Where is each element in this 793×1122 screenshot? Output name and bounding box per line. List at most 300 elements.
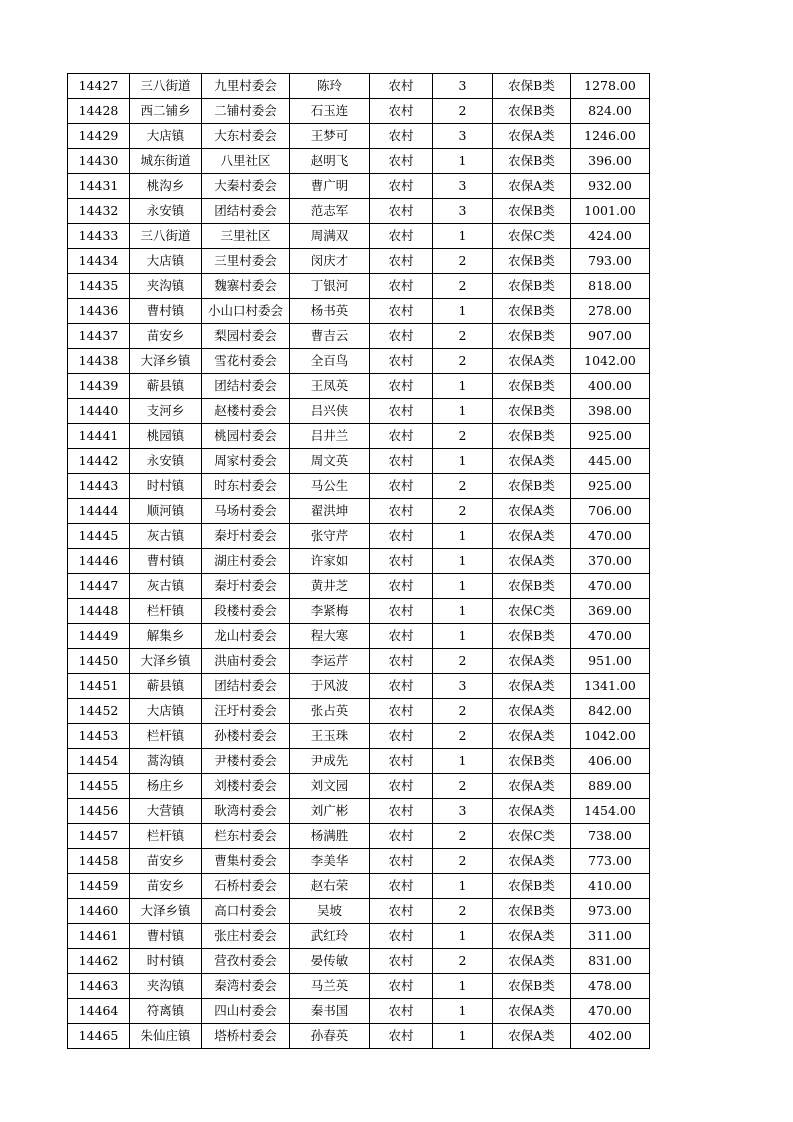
member-count-cell: 2 bbox=[433, 824, 493, 849]
table-row bbox=[68, 699, 650, 724]
household-type-cell: 农村 bbox=[370, 1024, 433, 1049]
member-count-cell: 2 bbox=[433, 274, 493, 299]
village-cell: 洪庙村委会 bbox=[202, 649, 290, 674]
member-count-cell: 1 bbox=[433, 749, 493, 774]
village-cell: 四山村委会 bbox=[202, 999, 290, 1024]
name-cell: 翟洪坤 bbox=[290, 499, 370, 524]
amount-cell: 369.00 bbox=[571, 599, 650, 624]
insurance-category-cell: 农保A类 bbox=[493, 649, 571, 674]
amount-cell: 907.00 bbox=[571, 324, 650, 349]
village-cell: 尹楼村委会 bbox=[202, 749, 290, 774]
household-type-cell: 农村 bbox=[370, 474, 433, 499]
household-type-cell: 农村 bbox=[370, 149, 433, 174]
amount-cell: 370.00 bbox=[571, 549, 650, 574]
village-cell: 赵楼村委会 bbox=[202, 399, 290, 424]
township-cell: 永安镇 bbox=[130, 449, 202, 474]
township-cell: 时村镇 bbox=[130, 949, 202, 974]
record-id-cell: 14451 bbox=[68, 674, 130, 699]
household-type-cell: 农村 bbox=[370, 674, 433, 699]
name-cell: 李运芹 bbox=[290, 649, 370, 674]
village-cell: 高口村委会 bbox=[202, 899, 290, 924]
insurance-category-cell: 农保B类 bbox=[493, 574, 571, 599]
member-count-cell: 1 bbox=[433, 624, 493, 649]
record-id-cell: 14430 bbox=[68, 149, 130, 174]
member-count-cell: 1 bbox=[433, 449, 493, 474]
table-row bbox=[68, 1024, 650, 1049]
amount-cell: 396.00 bbox=[571, 149, 650, 174]
name-cell: 于风波 bbox=[290, 674, 370, 699]
township-cell: 栏杆镇 bbox=[130, 724, 202, 749]
household-type-cell: 农村 bbox=[370, 874, 433, 899]
roster-table-body bbox=[68, 74, 650, 1049]
township-cell: 桃园镇 bbox=[130, 424, 202, 449]
table-row bbox=[68, 224, 650, 249]
member-count-cell: 1 bbox=[433, 224, 493, 249]
household-type-cell: 农村 bbox=[370, 174, 433, 199]
table-row bbox=[68, 624, 650, 649]
amount-cell: 824.00 bbox=[571, 99, 650, 124]
amount-cell: 842.00 bbox=[571, 699, 650, 724]
village-cell: 张庄村委会 bbox=[202, 924, 290, 949]
name-cell: 刘广彬 bbox=[290, 799, 370, 824]
amount-cell: 793.00 bbox=[571, 249, 650, 274]
table-row bbox=[68, 474, 650, 499]
table-row bbox=[68, 199, 650, 224]
record-id-cell: 14438 bbox=[68, 349, 130, 374]
household-type-cell: 农村 bbox=[370, 924, 433, 949]
member-count-cell: 2 bbox=[433, 849, 493, 874]
household-type-cell: 农村 bbox=[370, 74, 433, 99]
village-cell: 梨园村委会 bbox=[202, 324, 290, 349]
household-type-cell: 农村 bbox=[370, 424, 433, 449]
village-cell: 大东村委会 bbox=[202, 124, 290, 149]
record-id-cell: 14434 bbox=[68, 249, 130, 274]
record-id-cell: 14462 bbox=[68, 949, 130, 974]
name-cell: 张守芹 bbox=[290, 524, 370, 549]
amount-cell: 1042.00 bbox=[571, 724, 650, 749]
amount-cell: 1278.00 bbox=[571, 74, 650, 99]
township-cell: 大店镇 bbox=[130, 249, 202, 274]
township-cell: 时村镇 bbox=[130, 474, 202, 499]
record-id-cell: 14427 bbox=[68, 74, 130, 99]
amount-cell: 831.00 bbox=[571, 949, 650, 974]
village-cell: 龙山村委会 bbox=[202, 624, 290, 649]
record-id-cell: 14431 bbox=[68, 174, 130, 199]
record-id-cell: 14457 bbox=[68, 824, 130, 849]
amount-cell: 424.00 bbox=[571, 224, 650, 249]
township-cell: 三八街道 bbox=[130, 224, 202, 249]
insurance-category-cell: 农保B类 bbox=[493, 249, 571, 274]
household-type-cell: 农村 bbox=[370, 824, 433, 849]
name-cell: 武红玲 bbox=[290, 924, 370, 949]
village-cell: 小山口村委会 bbox=[202, 299, 290, 324]
amount-cell: 889.00 bbox=[571, 774, 650, 799]
insurance-category-cell: 农保B类 bbox=[493, 374, 571, 399]
amount-cell: 738.00 bbox=[571, 824, 650, 849]
member-count-cell: 3 bbox=[433, 674, 493, 699]
member-count-cell: 2 bbox=[433, 424, 493, 449]
household-type-cell: 农村 bbox=[370, 974, 433, 999]
member-count-cell: 1 bbox=[433, 299, 493, 324]
name-cell: 吕井兰 bbox=[290, 424, 370, 449]
insurance-category-cell: 农保A类 bbox=[493, 924, 571, 949]
insurance-category-cell: 农保A类 bbox=[493, 999, 571, 1024]
household-type-cell: 农村 bbox=[370, 799, 433, 824]
village-cell: 耿湾村委会 bbox=[202, 799, 290, 824]
amount-cell: 925.00 bbox=[571, 424, 650, 449]
name-cell: 李美华 bbox=[290, 849, 370, 874]
township-cell: 大营镇 bbox=[130, 799, 202, 824]
village-cell: 魏寨村委会 bbox=[202, 274, 290, 299]
village-cell: 刘楼村委会 bbox=[202, 774, 290, 799]
record-id-cell: 14433 bbox=[68, 224, 130, 249]
village-cell: 湖庄村委会 bbox=[202, 549, 290, 574]
record-id-cell: 14446 bbox=[68, 549, 130, 574]
table-row bbox=[68, 299, 650, 324]
village-cell: 八里社区 bbox=[202, 149, 290, 174]
amount-cell: 406.00 bbox=[571, 749, 650, 774]
table-row bbox=[68, 874, 650, 899]
insurance-category-cell: 农保B类 bbox=[493, 899, 571, 924]
member-count-cell: 3 bbox=[433, 124, 493, 149]
household-type-cell: 农村 bbox=[370, 999, 433, 1024]
table-row bbox=[68, 524, 650, 549]
table-row bbox=[68, 849, 650, 874]
member-count-cell: 1 bbox=[433, 549, 493, 574]
township-cell: 曹村镇 bbox=[130, 549, 202, 574]
member-count-cell: 3 bbox=[433, 799, 493, 824]
insurance-category-cell: 农保B类 bbox=[493, 974, 571, 999]
member-count-cell: 2 bbox=[433, 499, 493, 524]
household-type-cell: 农村 bbox=[370, 699, 433, 724]
amount-cell: 951.00 bbox=[571, 649, 650, 674]
village-cell: 桃园村委会 bbox=[202, 424, 290, 449]
record-id-cell: 14465 bbox=[68, 1024, 130, 1049]
table-row bbox=[68, 424, 650, 449]
township-cell: 桃沟乡 bbox=[130, 174, 202, 199]
insurance-category-cell: 农保A类 bbox=[493, 449, 571, 474]
record-id-cell: 14449 bbox=[68, 624, 130, 649]
village-cell: 团结村委会 bbox=[202, 199, 290, 224]
household-type-cell: 农村 bbox=[370, 549, 433, 574]
roster-table bbox=[67, 73, 650, 1049]
township-cell: 符离镇 bbox=[130, 999, 202, 1024]
name-cell: 杨满胜 bbox=[290, 824, 370, 849]
household-type-cell: 农村 bbox=[370, 374, 433, 399]
name-cell: 丁银河 bbox=[290, 274, 370, 299]
table-row bbox=[68, 99, 650, 124]
township-cell: 大泽乡镇 bbox=[130, 649, 202, 674]
insurance-category-cell: 农保C类 bbox=[493, 599, 571, 624]
member-count-cell: 3 bbox=[433, 74, 493, 99]
household-type-cell: 农村 bbox=[370, 449, 433, 474]
township-cell: 曹村镇 bbox=[130, 299, 202, 324]
record-id-cell: 14455 bbox=[68, 774, 130, 799]
township-cell: 杨庄乡 bbox=[130, 774, 202, 799]
member-count-cell: 1 bbox=[433, 924, 493, 949]
village-cell: 营孜村委会 bbox=[202, 949, 290, 974]
table-row bbox=[68, 649, 650, 674]
household-type-cell: 农村 bbox=[370, 399, 433, 424]
record-id-cell: 14459 bbox=[68, 874, 130, 899]
township-cell: 三八街道 bbox=[130, 74, 202, 99]
household-type-cell: 农村 bbox=[370, 199, 433, 224]
table-row bbox=[68, 749, 650, 774]
insurance-category-cell: 农保A类 bbox=[493, 774, 571, 799]
member-count-cell: 2 bbox=[433, 474, 493, 499]
table-row bbox=[68, 449, 650, 474]
name-cell: 曹广明 bbox=[290, 174, 370, 199]
name-cell: 赵右荣 bbox=[290, 874, 370, 899]
record-id-cell: 14443 bbox=[68, 474, 130, 499]
insurance-category-cell: 农保A类 bbox=[493, 799, 571, 824]
village-cell: 石桥村委会 bbox=[202, 874, 290, 899]
insurance-category-cell: 农保A类 bbox=[493, 1024, 571, 1049]
amount-cell: 1341.00 bbox=[571, 674, 650, 699]
name-cell: 赵明飞 bbox=[290, 149, 370, 174]
insurance-category-cell: 农保C类 bbox=[493, 224, 571, 249]
household-type-cell: 农村 bbox=[370, 949, 433, 974]
township-cell: 大泽乡镇 bbox=[130, 349, 202, 374]
table-row bbox=[68, 574, 650, 599]
table-row bbox=[68, 249, 650, 274]
village-cell: 大秦村委会 bbox=[202, 174, 290, 199]
member-count-cell: 1 bbox=[433, 999, 493, 1024]
township-cell: 蕲县镇 bbox=[130, 374, 202, 399]
name-cell: 周文英 bbox=[290, 449, 370, 474]
insurance-category-cell: 农保A类 bbox=[493, 849, 571, 874]
household-type-cell: 农村 bbox=[370, 599, 433, 624]
member-count-cell: 1 bbox=[433, 374, 493, 399]
insurance-category-cell: 农保A类 bbox=[493, 549, 571, 574]
name-cell: 杨书英 bbox=[290, 299, 370, 324]
name-cell: 刘文园 bbox=[290, 774, 370, 799]
table-row bbox=[68, 499, 650, 524]
insurance-category-cell: 农保A类 bbox=[493, 724, 571, 749]
village-cell: 时东村委会 bbox=[202, 474, 290, 499]
amount-cell: 470.00 bbox=[571, 624, 650, 649]
member-count-cell: 1 bbox=[433, 599, 493, 624]
insurance-category-cell: 农保A类 bbox=[493, 349, 571, 374]
village-cell: 周家村委会 bbox=[202, 449, 290, 474]
table-row bbox=[68, 124, 650, 149]
household-type-cell: 农村 bbox=[370, 299, 433, 324]
insurance-category-cell: 农保B类 bbox=[493, 149, 571, 174]
amount-cell: 478.00 bbox=[571, 974, 650, 999]
record-id-cell: 14447 bbox=[68, 574, 130, 599]
member-count-cell: 2 bbox=[433, 324, 493, 349]
township-cell: 灰古镇 bbox=[130, 574, 202, 599]
township-cell: 蕲县镇 bbox=[130, 674, 202, 699]
record-id-cell: 14452 bbox=[68, 699, 130, 724]
name-cell: 尹成先 bbox=[290, 749, 370, 774]
amount-cell: 925.00 bbox=[571, 474, 650, 499]
amount-cell: 470.00 bbox=[571, 524, 650, 549]
township-cell: 大店镇 bbox=[130, 699, 202, 724]
insurance-category-cell: 农保B类 bbox=[493, 74, 571, 99]
household-type-cell: 农村 bbox=[370, 849, 433, 874]
name-cell: 周满双 bbox=[290, 224, 370, 249]
village-cell: 三里社区 bbox=[202, 224, 290, 249]
record-id-cell: 14458 bbox=[68, 849, 130, 874]
record-id-cell: 14440 bbox=[68, 399, 130, 424]
household-type-cell: 农村 bbox=[370, 224, 433, 249]
insurance-category-cell: 农保B类 bbox=[493, 624, 571, 649]
village-cell: 秦湾村委会 bbox=[202, 974, 290, 999]
record-id-cell: 14442 bbox=[68, 449, 130, 474]
township-cell: 苗安乡 bbox=[130, 874, 202, 899]
record-id-cell: 14439 bbox=[68, 374, 130, 399]
record-id-cell: 14429 bbox=[68, 124, 130, 149]
insurance-category-cell: 农保A类 bbox=[493, 674, 571, 699]
insurance-category-cell: 农保B类 bbox=[493, 199, 571, 224]
amount-cell: 402.00 bbox=[571, 1024, 650, 1049]
insurance-category-cell: 农保A类 bbox=[493, 524, 571, 549]
village-cell: 汪圩村委会 bbox=[202, 699, 290, 724]
table-row bbox=[68, 174, 650, 199]
record-id-cell: 14428 bbox=[68, 99, 130, 124]
name-cell: 孙春英 bbox=[290, 1024, 370, 1049]
record-id-cell: 14436 bbox=[68, 299, 130, 324]
township-cell: 朱仙庄镇 bbox=[130, 1024, 202, 1049]
member-count-cell: 2 bbox=[433, 649, 493, 674]
member-count-cell: 1 bbox=[433, 974, 493, 999]
table-row bbox=[68, 149, 650, 174]
township-cell: 大店镇 bbox=[130, 124, 202, 149]
insurance-category-cell: 农保A类 bbox=[493, 124, 571, 149]
township-cell: 解集乡 bbox=[130, 624, 202, 649]
insurance-category-cell: 农保B类 bbox=[493, 874, 571, 899]
member-count-cell: 2 bbox=[433, 774, 493, 799]
member-count-cell: 2 bbox=[433, 699, 493, 724]
member-count-cell: 2 bbox=[433, 99, 493, 124]
name-cell: 马兰英 bbox=[290, 974, 370, 999]
record-id-cell: 14464 bbox=[68, 999, 130, 1024]
amount-cell: 1001.00 bbox=[571, 199, 650, 224]
insurance-category-cell: 农保B类 bbox=[493, 299, 571, 324]
table-row bbox=[68, 274, 650, 299]
village-cell: 九里村委会 bbox=[202, 74, 290, 99]
amount-cell: 1246.00 bbox=[571, 124, 650, 149]
table-row bbox=[68, 399, 650, 424]
member-count-cell: 1 bbox=[433, 574, 493, 599]
amount-cell: 1042.00 bbox=[571, 349, 650, 374]
record-id-cell: 14435 bbox=[68, 274, 130, 299]
table-row bbox=[68, 774, 650, 799]
township-cell: 栏杆镇 bbox=[130, 824, 202, 849]
village-cell: 雪花村委会 bbox=[202, 349, 290, 374]
name-cell: 石玉连 bbox=[290, 99, 370, 124]
household-type-cell: 农村 bbox=[370, 99, 433, 124]
amount-cell: 932.00 bbox=[571, 174, 650, 199]
member-count-cell: 3 bbox=[433, 174, 493, 199]
record-id-cell: 14453 bbox=[68, 724, 130, 749]
record-id-cell: 14437 bbox=[68, 324, 130, 349]
township-cell: 蒿沟镇 bbox=[130, 749, 202, 774]
name-cell: 李紧梅 bbox=[290, 599, 370, 624]
household-type-cell: 农村 bbox=[370, 774, 433, 799]
name-cell: 曹吉云 bbox=[290, 324, 370, 349]
member-count-cell: 2 bbox=[433, 349, 493, 374]
township-cell: 大泽乡镇 bbox=[130, 899, 202, 924]
household-type-cell: 农村 bbox=[370, 649, 433, 674]
village-cell: 段楼村委会 bbox=[202, 599, 290, 624]
village-cell: 二铺村委会 bbox=[202, 99, 290, 124]
name-cell: 黄井芝 bbox=[290, 574, 370, 599]
name-cell: 晏传敏 bbox=[290, 949, 370, 974]
village-cell: 栏东村委会 bbox=[202, 824, 290, 849]
household-type-cell: 农村 bbox=[370, 749, 433, 774]
amount-cell: 470.00 bbox=[571, 999, 650, 1024]
amount-cell: 973.00 bbox=[571, 899, 650, 924]
name-cell: 许家如 bbox=[290, 549, 370, 574]
name-cell: 王梦可 bbox=[290, 124, 370, 149]
amount-cell: 400.00 bbox=[571, 374, 650, 399]
record-id-cell: 14450 bbox=[68, 649, 130, 674]
household-type-cell: 农村 bbox=[370, 349, 433, 374]
name-cell: 陈玲 bbox=[290, 74, 370, 99]
table-row bbox=[68, 324, 650, 349]
township-cell: 西二铺乡 bbox=[130, 99, 202, 124]
township-cell: 栏杆镇 bbox=[130, 599, 202, 624]
amount-cell: 311.00 bbox=[571, 924, 650, 949]
insurance-category-cell: 农保A类 bbox=[493, 699, 571, 724]
table-row bbox=[68, 974, 650, 999]
member-count-cell: 2 bbox=[433, 724, 493, 749]
member-count-cell: 1 bbox=[433, 149, 493, 174]
table-row bbox=[68, 949, 650, 974]
record-id-cell: 14454 bbox=[68, 749, 130, 774]
member-count-cell: 3 bbox=[433, 199, 493, 224]
insurance-category-cell: 农保B类 bbox=[493, 749, 571, 774]
household-type-cell: 农村 bbox=[370, 524, 433, 549]
village-cell: 秦圩村委会 bbox=[202, 524, 290, 549]
insurance-category-cell: 农保A类 bbox=[493, 949, 571, 974]
table-row bbox=[68, 549, 650, 574]
table-row bbox=[68, 374, 650, 399]
household-type-cell: 农村 bbox=[370, 249, 433, 274]
amount-cell: 410.00 bbox=[571, 874, 650, 899]
household-type-cell: 农村 bbox=[370, 499, 433, 524]
record-id-cell: 14448 bbox=[68, 599, 130, 624]
name-cell: 马公生 bbox=[290, 474, 370, 499]
record-id-cell: 14460 bbox=[68, 899, 130, 924]
amount-cell: 1454.00 bbox=[571, 799, 650, 824]
household-type-cell: 农村 bbox=[370, 724, 433, 749]
insurance-category-cell: 农保A类 bbox=[493, 499, 571, 524]
insurance-category-cell: 农保C类 bbox=[493, 824, 571, 849]
village-cell: 团结村委会 bbox=[202, 674, 290, 699]
table-row bbox=[68, 674, 650, 699]
record-id-cell: 14463 bbox=[68, 974, 130, 999]
household-type-cell: 农村 bbox=[370, 324, 433, 349]
member-count-cell: 1 bbox=[433, 1024, 493, 1049]
name-cell: 全百鸟 bbox=[290, 349, 370, 374]
name-cell: 张占英 bbox=[290, 699, 370, 724]
member-count-cell: 2 bbox=[433, 949, 493, 974]
amount-cell: 398.00 bbox=[571, 399, 650, 424]
village-cell: 孙楼村委会 bbox=[202, 724, 290, 749]
amount-cell: 445.00 bbox=[571, 449, 650, 474]
village-cell: 秦圩村委会 bbox=[202, 574, 290, 599]
table-row bbox=[68, 74, 650, 99]
insurance-category-cell: 农保B类 bbox=[493, 99, 571, 124]
name-cell: 吴坡 bbox=[290, 899, 370, 924]
household-type-cell: 农村 bbox=[370, 624, 433, 649]
member-count-cell: 2 bbox=[433, 899, 493, 924]
insurance-category-cell: 农保B类 bbox=[493, 474, 571, 499]
insurance-category-cell: 农保A类 bbox=[493, 174, 571, 199]
